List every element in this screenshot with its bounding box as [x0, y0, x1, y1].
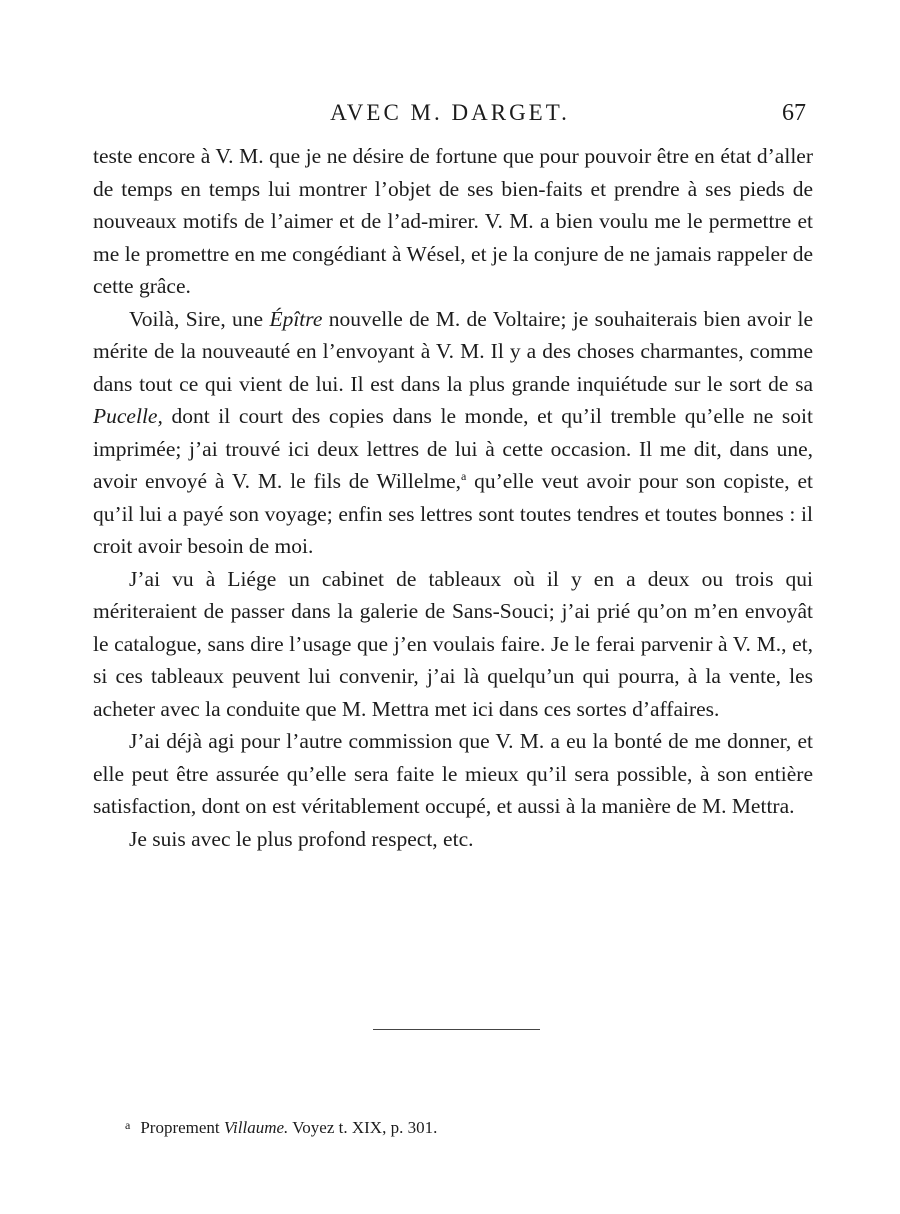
running-title: AVEC M. DARGET.	[330, 100, 570, 125]
epitre-title: Épître	[269, 306, 323, 331]
footnote-text-b: Voyez t. XIX, p. 301.	[288, 1118, 438, 1137]
paragraph-1: teste encore à V. M. que je ne désire de fortune que pour pouvoir être en état d’aller de temps en temps lui montrer l’objet de ses bien-faits et prendre à ses pieds de nouveaux motifs de l’aimer et de l’ad-mirer. V. M. a bien voulu me le permettre et me le promettre en me congédiant à Wésel, et je la conjure de ne jamais rappeler de cette grâce.	[93, 144, 813, 298]
letter-body	[93, 140, 813, 855]
page-number: 67	[782, 100, 806, 126]
footnote-reference: a	[460, 469, 467, 483]
paragraph-2-text-b: nouvelle de M. de Voltaire; je souhaiterais bien avoir le mérite de la nouveauté en l’envoyant à V. M. Il y a des choses charmantes, comme dans tout ce qui vient de lui. Il est dans la plus grande inquiétude sur le sort de sa	[93, 306, 814, 396]
footnote-mark: a	[125, 1118, 131, 1132]
paragraph-3: J’ai vu à Liége un cabinet de tableaux où il y en a deux ou trois qui mériteraient de passer dans la galerie de Sans-Souci; j’ai prié qu’on m’en envoyât le catalogue, sans dire l’usage que j’en voulais faire. Je le ferai parvenir à V. M., et, si ces tableaux peuvent lui convenir, j’ai là quelqu’un qui pourra, à la vente, les acheter avec la conduite que M. Mettra met ici dans ces sortes d’affaires.	[93, 566, 813, 721]
section-divider	[373, 1029, 540, 1030]
footnote	[125, 1112, 437, 1141]
paragraph-2-text-d: qu’elle veut avoir pour son copiste, et qu’il lui a payé son voyage; enfin ses lettres sont toutes tendres et toutes bonnes : il croit avoir besoin de moi.	[93, 469, 813, 558]
paragraph-2-text-a: Voilà, Sire, une	[129, 306, 270, 331]
closing-line: Je suis avec le plus profond respect, etc.	[129, 826, 474, 851]
footnote-italic-name: Villaume.	[223, 1118, 289, 1137]
paragraph-2-text-c: dont il court des copies dans le monde, et qu’il tremble qu’elle ne soit imprimée; j’ai trouvé ici deux lettres de lui à cette occasion. Il me dit, dans une, avoir envoyé à V. M. le fils de Willelme,	[93, 404, 813, 493]
paragraph-4: J’ai déjà agi pour l’autre commission que V. M. a eu la bonté de me donner, et elle peut être assurée qu’elle sera faite le mieux qu’il sera possible, à son entière satisfaction, dont on est véritablement occupé, et aussi à la manière de M. Mettra.	[93, 729, 813, 818]
running-head	[0, 96, 900, 130]
pucelle-title: Pucelle,	[93, 404, 163, 428]
paragraph-2	[93, 303, 813, 563]
footnote-text-a: Proprement	[140, 1118, 224, 1137]
